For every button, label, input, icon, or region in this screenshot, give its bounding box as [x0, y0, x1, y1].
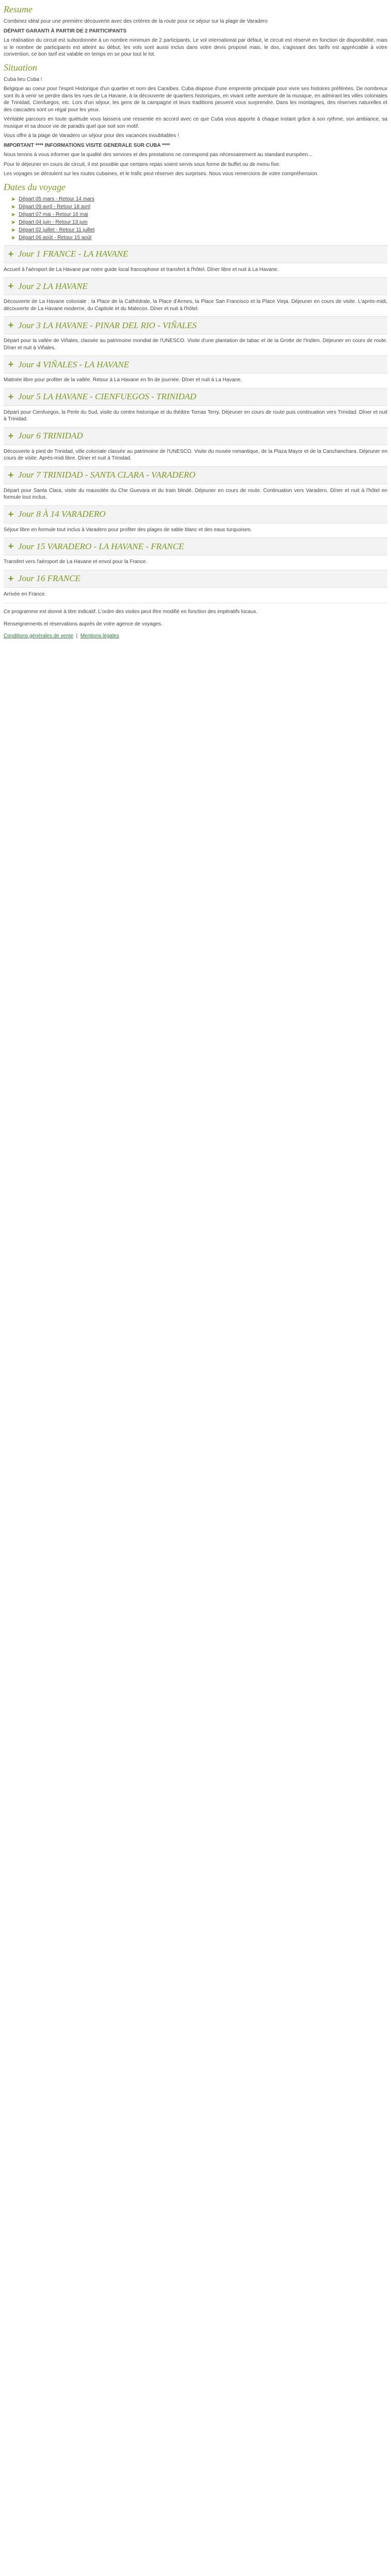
date-item[interactable]: ➤ Départ 02 juillet - Retour 11 juillet [11, 227, 95, 233]
day-header[interactable] [4, 427, 387, 445]
expand-icon: + [8, 430, 14, 441]
day-header[interactable] [4, 537, 387, 555]
arrow-icon: ➤ [11, 204, 16, 210]
day-description: Accueil à l'aéroport de La Havane par notre guide local francophone et transfert à l'hôtel. Dîner libre et nuit à La Havane. [4, 266, 279, 273]
day-header[interactable] [4, 245, 387, 263]
arrow-icon: ➤ [11, 234, 16, 241]
situation-p2: Belgique au coeur pour l'esprit Historique d'un quartier et nom des Caraïbes. Cuba dispose d'une empreinte principale pour vivre ses histoires préférées. De nombreux sont ils à venir se perdre dans les rues de La Havane, à la découverte de quartiers historiques, en vivant cette aventure de la musique, en admirant les villes coloniales de Trinidad, Cienfuegos, etc. Lors d'un séjour, les gens de la campagne et leurs traditions peuvent vous surprendre. Dans les montagnes, des réserves naturelles et des cascades sont un régal pour les yeux. [4, 86, 387, 113]
day-header[interactable] [4, 466, 387, 484]
day-title: Jour 5 LA HAVANE - CIENFUEGOS - TRINIDAD [18, 392, 197, 401]
expand-icon: + [8, 320, 14, 330]
important-title: IMPORTANT **** INFORMATIONS VISITE GENERALE SUR CUBA **** [4, 142, 170, 148]
day-description: Transfert vers l'aéroport de La Havane et envol pour la France. [4, 559, 148, 565]
arrow-icon: ➤ [11, 211, 16, 218]
resume-title: Resume [4, 4, 32, 14]
date-item[interactable]: ➤ Départ 06 août - Retour 15 août [11, 234, 92, 241]
resume-paragraph: La réalisation du circuit est subordonnée à un nombre minimum de 2 participants. Le vol international par défaut, le circuit est réservé en fonction de disponibilité, mais si le nombre de participants est atteint au début, les vols sont aussi inclus dans votre devis proposé mais, le dos, s'agissant des tarifs est appréciable à votre convention, ce bon tarif est valable en temps en se pour tout le lot. [4, 38, 387, 57]
day-description: Découverte de La Havane coloniale : la Place de la Cathédrale, la Place d'Armes, la Place San Francisco et la Place Vieja. Déjeuner en cours de visite. L'après-midi, découverte de La Havane moderne, du Capitole et du Malecon. Dîner et nuit à l'hôtel. [4, 299, 387, 312]
arrow-icon: ➤ [11, 196, 16, 202]
itinerary [4, 245, 387, 598]
footer-note: Ce programme est donné à titre indicatif. L'ordre des visites peut être modifié en fonction des impératifs locaux. [4, 609, 258, 615]
expand-icon: + [8, 541, 14, 551]
expand-icon: + [8, 509, 14, 519]
resume-intro: Combinez idéal pour une première découverte avec des critères de la route pour ce séjour sur la plage de Varadero [4, 19, 268, 24]
expand-icon: + [8, 281, 14, 291]
day-header[interactable] [4, 570, 387, 588]
day-title: Jour 1 FRANCE - LA HAVANE [18, 249, 128, 259]
day-title: Jour 2 LA HAVANE [18, 281, 88, 291]
date-item[interactable]: ➤ Départ 07 mai - Retour 16 mai [11, 211, 88, 218]
important-p1: Nous tenons à vous informer que la qualité des services et des prestations ne correspond pas nécessairement au standard européen... [4, 152, 313, 158]
footer-contact: Renseignements et réservations auprès de votre agence de voyages. [4, 621, 162, 627]
arrow-icon: ➤ [11, 219, 16, 226]
day-title: Jour 15 VARADERO - LA HAVANE - FRANCE [18, 541, 184, 551]
day-description: Départ pour Santa Clara, visite du mausolée du Che Guevara et du train blindé. Déjeuner en cours de route. Continuation vers Varadero. Dîner et nuit à l'hôtel en formule tout inclus. [4, 487, 387, 500]
day-header[interactable] [4, 388, 387, 406]
date-item[interactable]: ➤ Départ 04 juin - Retour 13 juin [11, 219, 88, 226]
arrow-icon: ➤ [11, 227, 16, 233]
situation-p1: Cuba lieu Cuba ! [4, 76, 42, 82]
day-title: Jour 7 TRINIDAD - SANTA CLARA - VARADERO [18, 470, 196, 480]
date-item[interactable]: ➤ Départ 09 avril - Retour 18 avril [11, 204, 91, 210]
day-header[interactable] [4, 316, 387, 334]
expand-icon: + [8, 248, 14, 259]
situation-p3: Véritable parcours en toute quiétude vous laissera une ressentie en accord avec ce que Cuba vous apporte à chaque instant grâce à son rythme, son ambiance, sa musique et sa douce vie de paradis quel que soit son motif. [4, 116, 387, 129]
date-item[interactable]: ➤ Départ 05 mars - Retour 14 mars [11, 196, 94, 202]
situation-p4: Vous offre à la plage de Varadero un séjour pour des vacances inoubliables ! [4, 133, 179, 139]
dates-list [4, 196, 387, 241]
day-description: Départ pour Cienfuegos, la Perle du Sud, visite du centre historique et du théâtre Tomas Terry. Déjeuner en cours de route puis continuation vers Trinidad. Dîner et nuit à Trinidad. [4, 409, 387, 422]
day-title: Jour 4 VIÑALES - LA HAVANE [18, 359, 129, 369]
day-description: Départ pour la vallée de Viñales, classée au patrimoine mondial de l'UNESCO. Visite d'une plantation de tabac et de la Grotte de l'Indien. Déjeuner en cours de route. Dîner et nuit à Viñales. [4, 338, 387, 351]
expand-icon: + [8, 391, 14, 402]
day-header[interactable] [4, 277, 387, 295]
expand-icon: + [8, 359, 14, 369]
expand-icon: + [8, 573, 14, 584]
day-title: Jour 3 LA HAVANE - PINAR DEL RIO - VIÑALES [18, 320, 197, 330]
important-p2: Pour le déjeuner en cours de circuit, il est possible que certains repas soient servis sous forme de buffet ou de menu fixe. [4, 161, 281, 167]
dates-title: Dates du voyage [4, 181, 66, 192]
cgv-link[interactable]: Conditions générales de vente [4, 633, 74, 639]
day-description: Arrivée en France. [4, 591, 46, 597]
day-header[interactable] [4, 355, 387, 374]
day-title: Jour 8 À 14 VARADERO [18, 509, 106, 519]
day-title: Jour 16 FRANCE [18, 573, 80, 583]
day-title: Jour 6 TRINIDAD [18, 431, 83, 440]
day-description: Découverte à pied de Trinidad, ville coloniale classée au patrimoine de l'UNESCO. Visite du musée romantique, de la Plaza Mayor et de la Canchanchara. Déjeuner en cours de visite. Après-midi libre. Dîner et nuit à Trinidad. [4, 448, 387, 461]
day-description: Séjour libre en formule tout inclus à Varadero pour profiter des plages de sable blanc et des eaux turquoises. [4, 527, 252, 533]
resume-depart: DÉPART GARANTI À PARTIR DE 2 PARTICIPANTS [4, 28, 127, 34]
situation-title: Situation [4, 62, 38, 73]
day-header[interactable] [4, 505, 387, 523]
expand-icon: + [8, 469, 14, 480]
legal-link[interactable]: Mentions légales [80, 633, 119, 639]
important-p3: Les voyages se déroulent sur les routes cubaines, et le trafic peut réserver des surprises. Nous vous remercions de votre compréhension. [4, 171, 319, 177]
day-description: Matinée libre pour profiter de la vallée. Retour à La Havane en fin de journée. Dîner et nuit à La Havane. [4, 377, 242, 383]
page-root: Resume Combinez idéal pour une première découverte avec des critères de la route pour ce séjour sur la plage de Varadero DÉPART GARANTI À PARTIR DE 2 PARTICIPANTS La réalisation du circuit est subordonnée à un nombre minimum de 2 participants. Le vol international par défaut, le circuit est réservé en fonction de disponibilité, mais si le nombre de participants est atteint au début, les vols sont aussi inclus dans votre devis proposé mais, le dos, s'agissant des tarifs est appréciable à votre convention, ce bon tarif est valable en temps en se pour tout le lot. Situation Cuba lieu Cuba ! Belgique au coeur pour l'esprit Historique d'un quartier et nom des Caraïbes. Cuba dispose d'une empreinte principale pour vivre ses histoires préférées. De nombreux sont ils à venir se perdre dans les rues de La Havane, à la découverte de quartiers historiques, en vivant cette aventure de la musique, en admirant les villes coloniales de Trinidad, Cienfuegos, etc. Lors d'un séjour, les gens de la campagne et leurs traditions peuvent vous surprendre. Dans les montagnes, des réserves naturelles et des cascades sont un régal pour les yeux. Véritable parcours en toute quiétude vous laissera une ressentie en accord avec ce que Cuba vous apporte à chaque instant grâce à son rythme, son ambiance, sa musique et sa douce vie de paradis quel que soit son motif. Vous offre à la plage de Varadero un séjour pour des vacances inoubliables ! IMPORTANT **** INFORMATIONS VISITE GENERALE SUR CUBA **** Nous tenons à vous informer que la qualité des services et des prestations ne correspond pas nécessairement au standard européen... Pour le déjeuner en cours de circuit, il est possible que certains repas soient servis sous forme de buffet ou de menu fixe. Les voyages se déroulent sur les routes cubaines, et le trafic peut réserver des surprises. Nous vous remercions de votre compréhension. Dates du voyage ➤ Départ 05 mars - Retour 14 mars ➤ Départ 09 avril - Retour 18 avril ➤ Départ 07 mai - Retour 16 mai ➤ Départ 04 juin - Retour 13 juin ➤ Départ 02 juillet - Retour 11 juillet ➤ Départ 06 août - Retour 15 août + Jour 1 FRANCE - LA HAVANE Accueil à l'aéroport de La Havane par notre guide local francophone et transfert à l'hôtel. Dîner libre et nuit à La Havane. + Jour 2 LA HAVANE Découverte de La Havane coloniale : la Place de la Cathédrale, la Place d'Armes, la Place San Francisco et la Place Vieja. Déjeuner en cours de visite. L'après-midi, découverte de La Havane moderne, du Capitole et du Malecon. Dîner et nuit à l'hôtel. + Jour 3 LA HAVANE - PINAR DEL RIO - VIÑALES Départ pour la vallée de Viñales, classée au patrimoine mondial de l'UNESCO. Visite d'une plantation de tabac et de la Grotte de l'Indien. Déjeuner en cours de route. Dîner et nuit à Viñales. + Jour 4 VIÑALES - LA HAVANE Matinée libre pour profiter de la vallée. Retour à La Havane en fin de journée. Dîner et nuit à La Havane. + Jour 5 LA HAVANE - CIENFUEGOS - TRINIDAD Départ pour Cienfuegos, la Perle du Sud, visite du centre historique et du théâtre Tomas Terry. Déjeuner en cours de route puis continuation vers Trinidad. Dîner et nuit à Trinidad. + Jour 6 TRINIDAD Découverte à pied de Trinidad, ville coloniale classée au patrimoine de l'UNESCO. Visite du musée romantique, de la Plaza Mayor et de la Canchanchara. Déjeuner en cours de visite. Après-midi libre. Dîner et nuit à Trinidad. + Jour 7 TRINIDAD - SANTA CLARA - VARADERO Départ pour Santa Clara, visite du mausolée du Che Guevara et du train blindé. Déjeuner en cours de route. Continuation vers Varadero. Dîner et nuit à l'hôtel en formule tout inclus. + Jour 8 À 14 VARADERO Séjour libre en formule tout inclus à Varadero pour profiter des plages de sable blanc et des eaux turquoises. + Jour 15 VARADERO - LA HAVANE - FRANCE Transfert vers l'aéroport de La Havane et envol pour la France. + Jour 16 FRANCE Arrivée en France. Ce programme est donné à titre indicatif. L'ordre des visites peut être modifié en fonction des impératifs locaux. Renseignements et réservations auprès de votre agence de voyages. Conditions générales de vente | Mentions légales [4, 4, 387, 639]
